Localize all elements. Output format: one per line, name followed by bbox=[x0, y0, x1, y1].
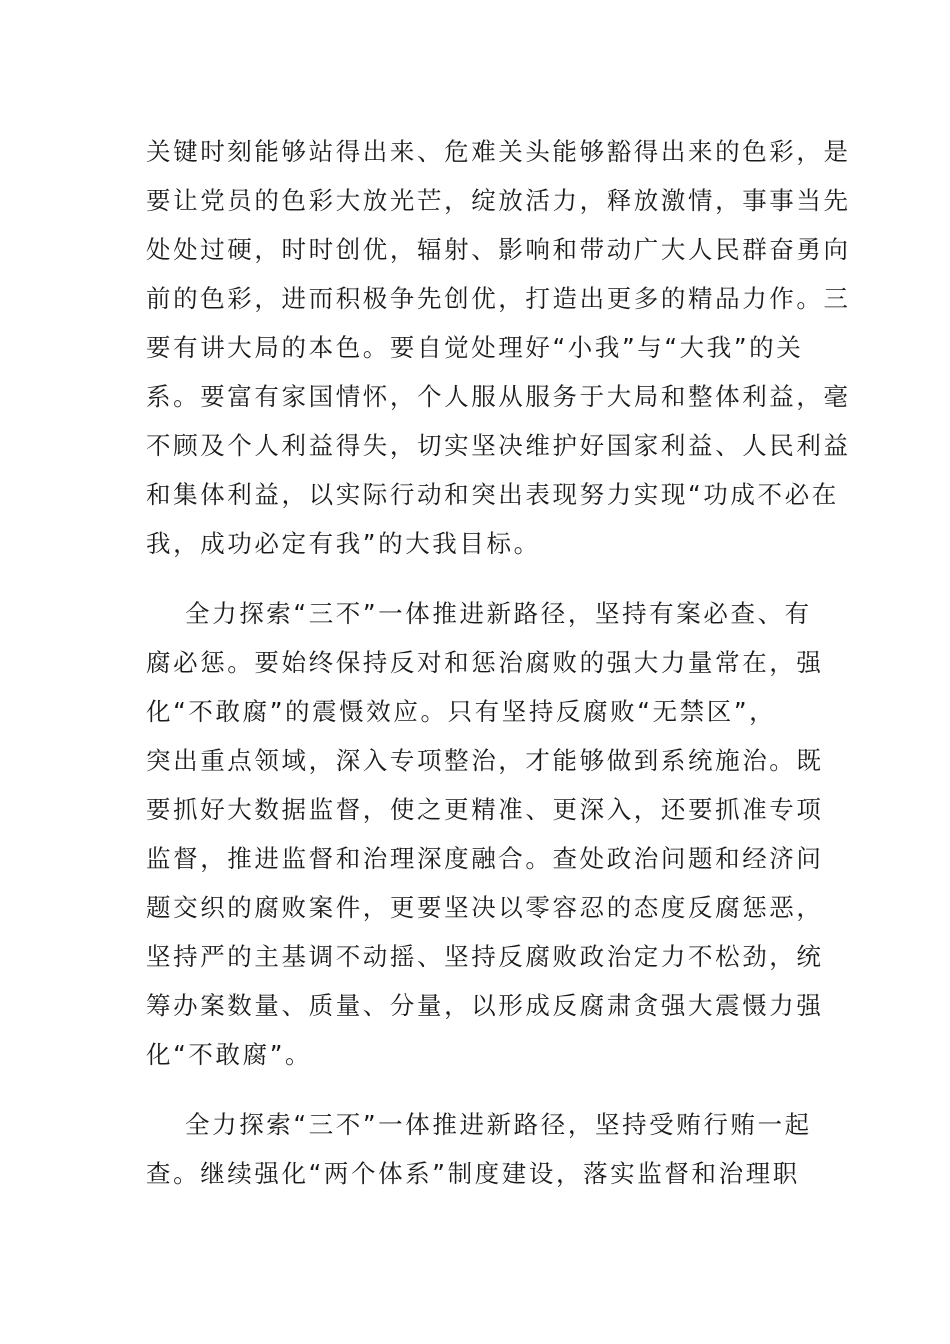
text-line: 筹办案数量、质量、分量，以形成反腐肃贪强大震慑力强 bbox=[146, 991, 824, 1020]
text-line: 要让党员的色彩大放光芒，绽放活力，释放激情，事事当先 bbox=[146, 186, 851, 215]
text-line: 要有讲大局的本色。要自觉处理好“小我”与“大我”的关 bbox=[146, 333, 804, 362]
text-line: 查。继续强化“两个体系”制度建设，落实监督和治理职 bbox=[146, 1159, 800, 1188]
text-line: 关键时刻能够站得出来、危难关头能够豁得出来的色彩，是 bbox=[146, 137, 851, 166]
text-line: 突出重点领域，深入专项整治，才能够做到系统施治。既 bbox=[146, 746, 824, 775]
text-line: 全力探索“三不”一体推进新路径，坚持有案必查、有 bbox=[185, 599, 812, 628]
text-line: 化“不敢腐”。 bbox=[146, 1040, 313, 1069]
text-line: 腐必惩。要始终保持反对和惩治腐败的强大力量常在，强 bbox=[146, 648, 824, 677]
text-line: 坚持严的主基调不动摇、坚持反腐败政治定力不松劲，统 bbox=[146, 942, 824, 971]
text-line: 监督，推进监督和治理深度融合。查处政治问题和经济问 bbox=[146, 844, 824, 873]
text-line: 系。要富有家国情怀，个人服从服务于大局和整体利益，毫 bbox=[146, 382, 851, 411]
text-line: 要抓好大数据监督，使之更精准、更深入，还要抓准专项 bbox=[146, 795, 824, 824]
text-line: 题交织的腐败案件，更要坚决以零容忍的态度反腐惩恶， bbox=[146, 893, 824, 922]
text-line: 和集体利益，以实际行动和突出表现努力实现“功成不必在 bbox=[146, 480, 839, 509]
text-line: 化“不敢腐”的震慑效应。只有坚持反腐败“无禁区”， bbox=[146, 697, 777, 726]
text-line: 全力探索“三不”一体推进新路径，坚持受贿行贿一起 bbox=[185, 1110, 812, 1139]
text-line: 不顾及个人利益得失，切实坚决维护好国家利益、人民利益 bbox=[146, 431, 851, 460]
text-line: 前的色彩，进而积极争先创优，打造出更多的精品力作。三 bbox=[146, 284, 851, 313]
text-line: 我，成功必定有我”的大我目标。 bbox=[146, 529, 541, 558]
text-line: 处处过硬，时时创优，辐射、影响和带动广大人民群奋勇向 bbox=[146, 235, 851, 264]
